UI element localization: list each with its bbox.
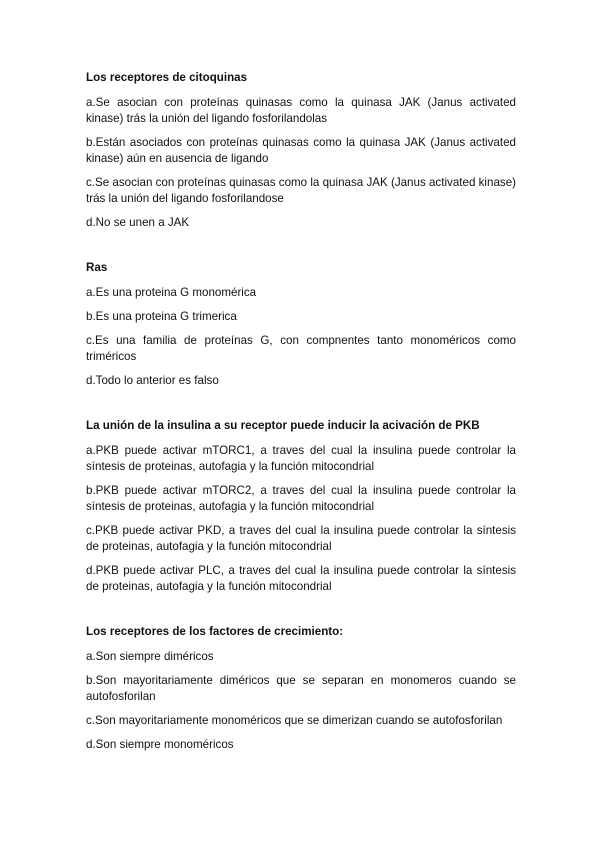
answer-option: a.PKB puede activar mTORC1, a traves del cual la insulina puede controlar la síntesis de proteinas, autofagia y la función mitocondrial [86, 444, 516, 473]
answer-option: b.PKB puede activar mTORC2, a traves del cual la insulina puede controlar la síntesis de proteinas, autofagia y la función mitocondrial [86, 484, 516, 513]
question-title: Los receptores de citoquinas [86, 71, 248, 84]
answer-option: a.Son siempre diméricos [86, 650, 214, 663]
answer-option: b.Están asociados con proteínas quinasas como la quinasa JAK (Janus activated kinase) aún en ausencia de ligando [86, 136, 516, 165]
answer-option: d.Son siempre monoméricos [86, 738, 234, 751]
question-block [86, 70, 516, 231]
question-block [86, 624, 516, 753]
answer-option: a.Se asocian con proteínas quinasas como la quinasa JAK (Janus activated kinase) trás la unión del ligando fosforilandolas [86, 96, 516, 125]
answer-option: d.Todo lo anterior es falso [86, 374, 219, 387]
question-block [86, 418, 516, 595]
document-content [86, 70, 516, 782]
answer-option: b.Es una proteina G trimerica [86, 310, 237, 323]
answer-option: c.Se asocian con proteínas quinasas como la quinasa JAK (Janus activated kinase) trás la unión del ligando fosforilandose [86, 176, 516, 205]
answer-option: d.No se unen a JAK [86, 216, 190, 229]
answer-option: c.Son mayoritariamente monoméricos que se dimerizan cuando se autofosforilan [86, 714, 503, 727]
question-title: Los receptores de los factores de crecimiento: [86, 625, 344, 638]
answer-option: a.Es una proteina G monomérica [86, 286, 257, 299]
answer-option: b.Son mayoritariamente diméricos que se separan en monomeros cuando se autofosforilan [86, 674, 516, 703]
question-block [86, 260, 516, 389]
answer-option: c.PKB puede activar PKD, a traves del cual la insulina puede controlar la síntesis de proteinas, autofagia y la función mitocondrial [86, 524, 516, 553]
answer-option: d.PKB puede activar PLC, a traves del cual la insulina puede controlar la síntesis de proteinas, autofagia y la función mitocondrial [86, 564, 516, 593]
question-title: La unión de la insulina a su receptor puede inducir la acivación de PKB [86, 419, 480, 432]
question-title: Ras [86, 261, 108, 274]
answer-option: c.Es una familia de proteínas G, con compnentes tanto monoméricos como triméricos [86, 334, 516, 363]
